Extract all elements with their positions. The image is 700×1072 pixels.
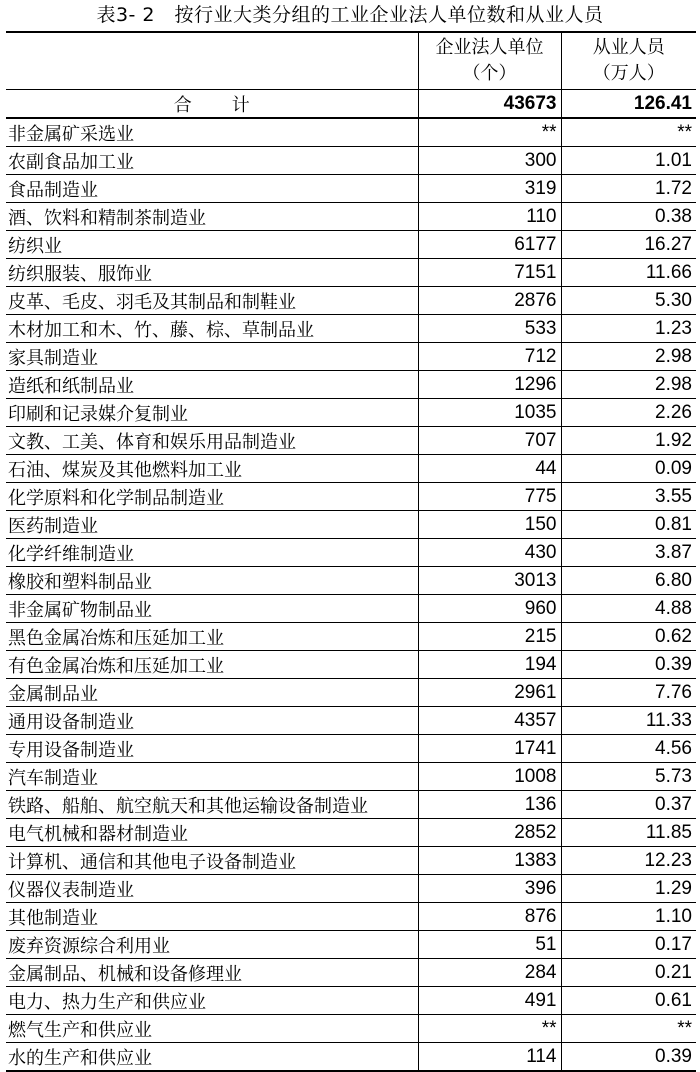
industry-name: 石油、煤炭及其他燃料加工业 (6, 455, 418, 483)
units-value: 491 (418, 987, 561, 1015)
table-row (6, 903, 696, 931)
employees-value: 1.23 (561, 315, 696, 343)
table-row (6, 707, 696, 735)
units-value: 1741 (418, 735, 561, 763)
units-value: 2852 (418, 819, 561, 847)
table-row (6, 371, 696, 399)
table-row (6, 679, 696, 707)
industry-name: 燃气生产和供应业 (6, 1015, 418, 1043)
industry-name: 通用设备制造业 (6, 707, 418, 735)
table-row (6, 175, 696, 203)
employees-value: 1.10 (561, 903, 696, 931)
units-value: 1035 (418, 399, 561, 427)
industry-name: 仪器仪表制造业 (6, 875, 418, 903)
table-row (6, 399, 696, 427)
employees-value: 11.85 (561, 819, 696, 847)
employees-value: 1.92 (561, 427, 696, 455)
table-row (6, 427, 696, 455)
employees-value: 5.30 (561, 287, 696, 315)
units-value: 44 (418, 455, 561, 483)
table-row (6, 595, 696, 623)
industry-name: 专用设备制造业 (6, 735, 418, 763)
employees-value: 4.56 (561, 735, 696, 763)
industry-name: 橡胶和塑料制品业 (6, 567, 418, 595)
units-value: ** (418, 1015, 561, 1043)
employees-value: 4.88 (561, 595, 696, 623)
table-row (6, 343, 696, 371)
header-units (418, 32, 561, 90)
table-row (6, 147, 696, 175)
industry-name: 农副食品加工业 (6, 147, 418, 175)
units-value: 712 (418, 343, 561, 371)
employees-value: 0.38 (561, 203, 696, 231)
units-value: 2876 (418, 287, 561, 315)
employees-value: 1.72 (561, 175, 696, 203)
industry-name: 黑色金属冶炼和压延加工业 (6, 623, 418, 651)
table-row (6, 315, 696, 343)
industry-name: 食品制造业 (6, 175, 418, 203)
industry-name: 金属制品、机械和设备修理业 (6, 959, 418, 987)
employees-value: ** (561, 118, 696, 147)
units-value: 51 (418, 931, 561, 959)
table-row (6, 763, 696, 791)
employees-value: 0.37 (561, 791, 696, 819)
table-row (6, 455, 696, 483)
table-row (6, 203, 696, 231)
table-row (6, 287, 696, 315)
table-row (6, 735, 696, 763)
industry-name: 皮革、毛皮、羽毛及其制品和制鞋业 (6, 287, 418, 315)
employees-value: 2.26 (561, 399, 696, 427)
employees-value: 0.61 (561, 987, 696, 1015)
table-row (6, 987, 696, 1015)
industry-name: 医药制造业 (6, 511, 418, 539)
total-units: 43673 (418, 90, 561, 119)
units-value: 194 (418, 651, 561, 679)
employees-value: 0.17 (561, 931, 696, 959)
header-employees-label: 从业人员 (592, 37, 665, 58)
employees-value: ** (561, 1015, 696, 1043)
industry-name: 纺织服装、服饰业 (6, 259, 418, 287)
table-row (6, 1015, 696, 1043)
employees-value: 11.66 (561, 259, 696, 287)
employees-value: 1.29 (561, 875, 696, 903)
industry-name: 木材加工和木、竹、藤、棕、草制品业 (6, 315, 418, 343)
table-row (6, 511, 696, 539)
header-employees-unit: （万人） (592, 63, 665, 84)
employees-value: 3.55 (561, 483, 696, 511)
industry-name: 有色金属冶炼和压延加工业 (6, 651, 418, 679)
employees-value: 0.81 (561, 511, 696, 539)
table-row (6, 959, 696, 987)
table-row (6, 875, 696, 903)
industry-name: 电力、热力生产和供应业 (6, 987, 418, 1015)
table-row (6, 567, 696, 595)
units-value: 707 (418, 427, 561, 455)
industry-name: 纺织业 (6, 231, 418, 259)
employees-value: 3.87 (561, 539, 696, 567)
employees-value: 11.33 (561, 707, 696, 735)
employees-value: 5.73 (561, 763, 696, 791)
industry-name: 铁路、船舶、航空航天和其他运输设备制造业 (6, 791, 418, 819)
industry-table (6, 31, 696, 1072)
industry-name: 水的生产和供应业 (6, 1043, 418, 1072)
table-row (6, 539, 696, 567)
employees-value: 6.80 (561, 567, 696, 595)
units-value: 284 (418, 959, 561, 987)
table-row (6, 847, 696, 875)
units-value: 150 (418, 511, 561, 539)
units-value: 396 (418, 875, 561, 903)
header-industry (6, 32, 418, 90)
total-employees: 126.41 (561, 90, 696, 119)
units-value: 136 (418, 791, 561, 819)
industry-name: 非金属矿采选业 (6, 118, 418, 147)
units-value: 876 (418, 903, 561, 931)
total-label: 合计 (6, 90, 418, 119)
units-value: 1383 (418, 847, 561, 875)
table-row (6, 483, 696, 511)
header-units-unit: （个） (462, 63, 517, 84)
employees-value: 12.23 (561, 847, 696, 875)
employees-value: 2.98 (561, 371, 696, 399)
total-row (6, 90, 696, 119)
industry-name: 印刷和记录媒介复制业 (6, 399, 418, 427)
industry-name: 其他制造业 (6, 903, 418, 931)
employees-value: 1.01 (561, 147, 696, 175)
units-value: 960 (418, 595, 561, 623)
table-row (6, 623, 696, 651)
industry-name: 化学原料和化学制品制造业 (6, 483, 418, 511)
table-row (6, 819, 696, 847)
employees-value: 0.09 (561, 455, 696, 483)
table-row (6, 231, 696, 259)
units-value: ** (418, 118, 561, 147)
units-value: 4357 (418, 707, 561, 735)
table-row (6, 791, 696, 819)
units-value: 7151 (418, 259, 561, 287)
industry-name: 非金属矿物制品业 (6, 595, 418, 623)
table-row (6, 651, 696, 679)
employees-value: 0.21 (561, 959, 696, 987)
employees-value: 7.76 (561, 679, 696, 707)
units-value: 533 (418, 315, 561, 343)
units-value: 300 (418, 147, 561, 175)
units-value: 2961 (418, 679, 561, 707)
employees-value: 0.62 (561, 623, 696, 651)
industry-name: 汽车制造业 (6, 763, 418, 791)
units-value: 1296 (418, 371, 561, 399)
industry-name: 造纸和纸制品业 (6, 371, 418, 399)
industry-name: 家具制造业 (6, 343, 418, 371)
industry-name: 金属制品业 (6, 679, 418, 707)
units-value: 3013 (418, 567, 561, 595)
table-row (6, 259, 696, 287)
header-row (6, 32, 696, 90)
table-row (6, 1043, 696, 1072)
table-row (6, 931, 696, 959)
industry-name: 文教、工美、体育和娱乐用品制造业 (6, 427, 418, 455)
units-value: 114 (418, 1043, 561, 1072)
employees-value: 0.39 (561, 651, 696, 679)
industry-name: 酒、饮料和精制茶制造业 (6, 203, 418, 231)
industry-name: 计算机、通信和其他电子设备制造业 (6, 847, 418, 875)
industry-name: 化学纤维制造业 (6, 539, 418, 567)
header-employees (561, 32, 696, 90)
units-value: 775 (418, 483, 561, 511)
units-value: 215 (418, 623, 561, 651)
table-row (6, 118, 696, 147)
employees-value: 2.98 (561, 343, 696, 371)
units-value: 6177 (418, 231, 561, 259)
table-title: 表3- 2 按行业大类分组的工业企业法人单位数和从业人员 (96, 4, 604, 26)
employees-value: 16.27 (561, 231, 696, 259)
units-value: 430 (418, 539, 561, 567)
units-value: 319 (418, 175, 561, 203)
employees-value: 0.39 (561, 1043, 696, 1072)
units-value: 1008 (418, 763, 561, 791)
header-units-label: 企业法人单位 (435, 37, 544, 58)
industry-name: 电气机械和器材制造业 (6, 819, 418, 847)
units-value: 110 (418, 203, 561, 231)
industry-name: 废弃资源综合利用业 (6, 931, 418, 959)
